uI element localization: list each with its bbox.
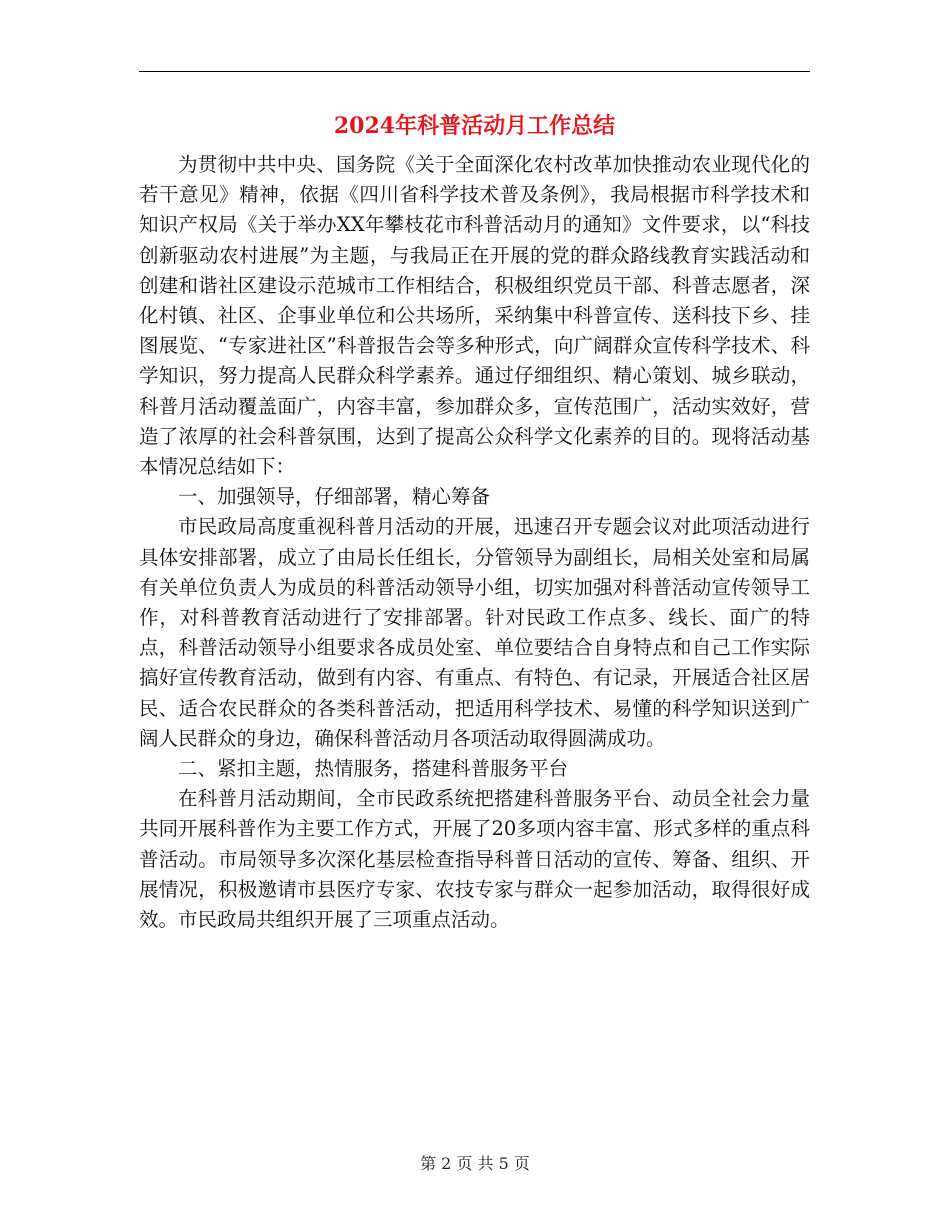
section-2-paragraph: 在科普月活动期间，全市民政系统把搭建科普服务平台、动员全社会力量共同开展科普作为主要工作方式，开展了20多项内容丰富、形式多样的重点科普活动。市局领导多次深化基层检查指导科普日活动的宣传、筹备、组织、开展情况，积极邀请市县医疗专家、农技专家与群众一起参加活动，取得很好成效。市民政局共组织开展了三项重点活动。 — [139, 787, 810, 932]
section-1-paragraph: 市民政局高度重视科普月活动的开展，迅速召开专题会议对此项活动进行具体安排部署，成立了由局长任组长，分管领导为副组长，局相关处室和局属有关单位负责人为成员的科普活动领导小组，切实加强对科普活动宣传领导工作，对科普教育活动进行了安排部署。针对民政工作点多、线长、面广的特点，科普活动领导小组要求各成员处室、单位要结合自身特点和自己工作实际搞好宣传教育活动，做到有内容、有重点、有特色、有记录，开展适合社区居民、适合农民群众的各类科普活动，把适用科学技术、易懂的科学知识送到广阔人民群众的身边，确保科普活动月各项活动取得圆满成功。 — [139, 515, 810, 750]
document-title: 2024年科普活动月工作总结 — [333, 113, 616, 139]
section-heading-1: 一、加强领导，仔细部署，精心筹备 — [178, 485, 491, 509]
page-number-footer: 第 2 页 共 5 页 — [420, 1154, 530, 1173]
header-rule — [139, 71, 810, 72]
intro-paragraph: 为贯彻中共中央、国务院《关于全面深化农村改革加快推动农业现代化的若干意见》精神，依据《四川省科学技术普及条例》，我局根据市科学技术和知识产权局《关于举办XX年攀枝花市科普活动月的通知》文件要求，以“科技创新驱动农村进展”为主题，与我局正在开展的党的群众路线教育实践活动和创建和谐社区建设示范城市工作相结合，积极组织党员干部、科普志愿者，深化村镇、社区、企事业单位和公共场所，采纳集中科普宣传、送科技下乡、挂图展览、“专家进社区”科普报告会等多种形式，向广阔群众宣传科学技术、科学知识，努力提高人民群众科学素养。通过仔细组织、精心策划、城乡联动，科普月活动覆盖面广，内容丰富，参加群众多，宣传范围广，活动实效好，营造了浓厚的社会科普氛围，达到了提高公众科学文化素养的目的。现将活动基本情况总结如下： — [139, 153, 810, 479]
document-body — [139, 150, 810, 935]
section-heading-2: 二、紧扣主题，热情服务，搭建科普服务平台 — [178, 757, 569, 781]
